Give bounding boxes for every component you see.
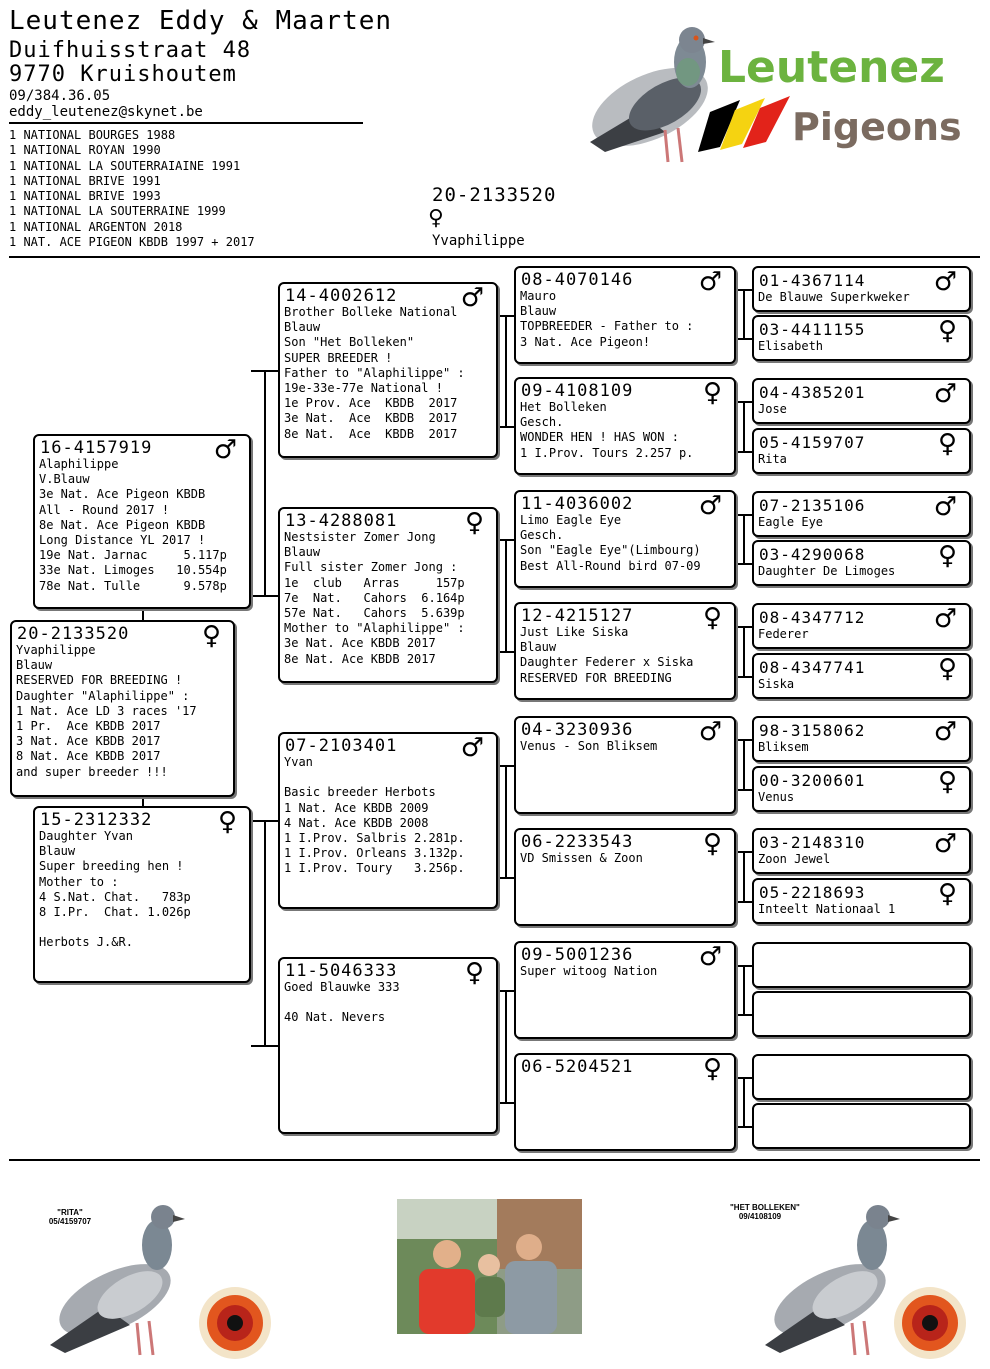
pigeon-details (758, 515, 823, 530)
detail-line: WONDER HEN ! HAS WON : (520, 430, 679, 445)
detail-line: Blauw (284, 320, 321, 335)
detail-line: 3 Nat. Ace Pigeon! (520, 334, 651, 349)
detail-line (39, 920, 191, 935)
pedigree-box (752, 942, 971, 988)
pigeon-details (758, 564, 895, 579)
pedigree-box (752, 716, 971, 762)
detail-line: Bliksem (758, 740, 809, 754)
detail-line: 1e Prov. Ace KBDB 2017 (284, 396, 458, 411)
detail-line: and super breeder !!! (16, 764, 168, 779)
pigeon-details (39, 457, 227, 594)
logo-text-pigeons: Pigeons (792, 105, 962, 149)
female-symbol-icon: ♀ (937, 767, 957, 797)
detail-line: Son "Eagle Eye"(Limbourg) (520, 543, 701, 558)
detail-line: Brother Bolleke National (284, 305, 458, 319)
connector-line (264, 820, 266, 1047)
detail-line: Siska (758, 677, 795, 691)
family-photo-icon (397, 1199, 582, 1334)
pigeon-details (284, 305, 465, 442)
detail-line: 19e-33e-77e National ! (284, 380, 443, 395)
detail-line: Just Like Siska (520, 625, 629, 639)
ring-number: 20-2133520 (17, 624, 130, 644)
ring-number: 16-4157919 (40, 438, 153, 458)
ring-number: 07-2135106 (759, 496, 866, 515)
detail-line: Goed Blauwke 333 (284, 980, 400, 994)
detail-line: 4 S.Nat. Chat. 783p (39, 889, 191, 904)
pedigree-box (752, 766, 971, 812)
detail-line: SUPER BREEDER ! (284, 350, 393, 365)
breeder-phone: 09/384.36.05 (9, 88, 111, 104)
female-symbol-icon: ♀ (702, 829, 722, 859)
achievement-item: 1 NATIONAL LA SOUTERRAIAINE 1991 (9, 158, 241, 173)
female-symbol-icon: ♀ (937, 879, 957, 909)
detail-line: 1 Nat. Ace LD 3 races '17 (16, 703, 197, 718)
ring-number: 07-2103401 (285, 736, 398, 756)
detail-line: Blauw (284, 545, 321, 560)
pigeon-details (758, 339, 823, 354)
detail-line: 1 I.Prov. Toury 3.256p. (284, 861, 465, 876)
pigeon-details (758, 852, 830, 867)
detail-line (284, 770, 465, 785)
ring-number: 11-5046333 (285, 961, 398, 981)
female-symbol-icon: ♀ (937, 316, 957, 346)
detail-line: Daughter Yvan (39, 829, 133, 843)
detail-line: Blauw (39, 844, 76, 859)
detail-line: 8 I.Pr. Chat. 1.026p (39, 904, 191, 919)
detail-line: Mother to : (39, 874, 119, 889)
pigeon-details (758, 402, 787, 417)
detail-line: Het Bolleken (520, 400, 607, 414)
bottom-divider (9, 1159, 980, 1161)
male-symbol-icon: ♂ (933, 492, 957, 522)
pedigree-box (10, 620, 235, 797)
connector-line (505, 990, 507, 1104)
rita-photo (45, 1195, 275, 1365)
ring-number: 05-4159707 (759, 433, 866, 452)
detail-line: 40 Nat. Nevers (284, 1010, 386, 1025)
ring-number: 00-3200601 (759, 771, 866, 790)
pigeon-logo-icon (570, 12, 970, 182)
detail-line: 1 I.Prov. Orleans 3.132p. (284, 846, 465, 861)
het-bolleken-photo (750, 1195, 980, 1365)
ring-number: 04-4385201 (759, 383, 866, 402)
male-symbol-icon: ♂ (213, 435, 237, 465)
pigeon-details (16, 643, 197, 780)
ring-number: 98-3158062 (759, 721, 866, 740)
pigeon-details (758, 627, 809, 642)
connector-line (264, 370, 266, 597)
pedigree-box (752, 378, 971, 424)
achievement-item: 1 NATIONAL ARGENTON 2018 (9, 219, 183, 234)
ring-number: 08-4347712 (759, 608, 866, 627)
detail-line (284, 995, 400, 1010)
detail-line: 1 Nat. Ace KBDB 2009 (284, 800, 429, 815)
connector-line (505, 539, 507, 653)
ring-number: 08-4070146 (521, 270, 634, 290)
ring-number: 03-2148310 (759, 833, 866, 852)
detail-line: 7e Nat. Cahors 6.164p (284, 590, 465, 605)
pigeon-eye-photo-icon (750, 1195, 980, 1365)
pedigree-box (752, 540, 971, 586)
caption-line: 09/4108109 (738, 1212, 782, 1221)
female-symbol-icon: ♀ (201, 621, 221, 651)
caption-line: "HET BOLLEKEN" (730, 1203, 800, 1212)
pigeon-details (284, 980, 400, 1026)
detail-line: 1e club Arras 157p (284, 575, 465, 590)
ring-number: 05-2218693 (759, 883, 866, 902)
connector-line (743, 289, 745, 340)
male-symbol-icon: ♂ (933, 379, 957, 409)
pigeon-details (520, 625, 693, 686)
pedigree-box (752, 1103, 971, 1149)
detail-line: Federer (758, 627, 809, 641)
detail-line: Yvaphilippe (16, 643, 96, 657)
pedigree-box (278, 507, 498, 683)
pedigree-box (752, 315, 971, 361)
male-symbol-icon: ♂ (933, 829, 957, 859)
achievement-item: 1 NATIONAL LA SOUTERRAINE 1999 (9, 204, 226, 219)
detail-line: 4 Nat. Ace KBDB 2008 (284, 815, 429, 830)
pigeon-details (520, 739, 657, 754)
top-divider (9, 256, 980, 258)
pedigree-box (514, 1053, 736, 1151)
pigeon-eye-photo-icon (45, 1195, 275, 1365)
detail-line: Super breeding hen ! (39, 859, 184, 874)
ring-number: 06-2233543 (521, 832, 634, 852)
male-symbol-icon: ♂ (460, 283, 484, 313)
detail-line: Eagle Eye (758, 515, 824, 529)
connector-line (743, 1077, 745, 1128)
detail-line: 1 I.Prov. Tours 2.257 p. (520, 445, 694, 460)
detail-line: TOPBREEDER - Father to : (520, 319, 694, 334)
pigeon-details (758, 902, 895, 917)
detail-line: 8e Nat. Ace KBDB 2017 (284, 426, 458, 441)
pedigree-box (514, 828, 736, 926)
female-symbol-icon: ♀ (464, 508, 484, 538)
caption-line: "RITA" (57, 1208, 83, 1217)
subject-name: Yvaphilippe (432, 233, 525, 249)
pigeon-details (758, 290, 910, 305)
header-underline (9, 122, 363, 124)
pigeon-details (520, 400, 693, 461)
detail-line: Elisabeth (758, 339, 824, 353)
logo-text-leutenez: Leutenez (718, 42, 945, 93)
female-symbol-icon: ♀ (217, 807, 237, 837)
subject-ring: 20-2133520 (432, 184, 557, 206)
connector-line (743, 851, 745, 903)
pedigree-box (514, 266, 736, 364)
pedigree-box (33, 434, 251, 609)
connector-line (743, 401, 745, 453)
connector-line (743, 965, 745, 1016)
detail-line: Super witoog Nation (520, 964, 658, 978)
female-symbol-icon: ♀ (937, 654, 957, 684)
detail-line: Inteelt Nationaal 1 (758, 902, 896, 916)
achievement-item: 1 NAT. ACE PIGEON KBDB 1997 + 2017 (9, 235, 255, 250)
detail-line: De Blauwe Superkweker (758, 290, 910, 304)
pigeon-details (520, 851, 643, 866)
detail-line: VD Smissen & Zoon (520, 851, 643, 865)
detail-line: 78e Nat. Tulle 9.578p (39, 578, 227, 593)
pedigree-box (752, 266, 971, 312)
detail-line: Blauw (16, 658, 53, 673)
detail-line: Mother to "Alaphilippe" : (284, 621, 465, 636)
detail-line: Basic breeder Herbots (284, 785, 436, 800)
ring-number: 03-4290068 (759, 545, 866, 564)
pedigree-box (33, 806, 251, 983)
pedigree-box (752, 1054, 971, 1100)
detail-line: Rita (758, 452, 787, 466)
detail-line: 8e Nat. Ace KBDB 2017 (284, 651, 436, 666)
detail-line: Daughter Federer x Siska (520, 655, 694, 670)
breeder-email: eddy_leutenez@skynet.be (9, 104, 203, 120)
pigeon-details (758, 790, 794, 805)
ring-number: 12-4215127 (521, 606, 634, 626)
detail-line: Herbots J.&R. (39, 935, 133, 950)
female-symbol-icon: ♀ (702, 1054, 722, 1084)
pedigree-box (752, 428, 971, 474)
detail-line: Daughter De Limoges (758, 564, 896, 578)
detail-line: Blauw (520, 304, 557, 319)
breeders-family-photo (397, 1199, 582, 1334)
pedigree-box (752, 653, 971, 699)
detail-line: 8 Nat. Ace KBDB 2017 (16, 749, 161, 764)
pedigree-box (514, 941, 736, 1039)
ring-number: 01-4367114 (759, 271, 866, 290)
pedigree-box (514, 716, 736, 814)
pedigree-box (514, 377, 736, 475)
ring-number: 09-4108109 (521, 381, 634, 401)
pedigree-box (752, 491, 971, 537)
detail-line: Yvan (284, 755, 313, 769)
female-symbol-icon: ♀ (937, 429, 957, 459)
pigeon-details (758, 452, 787, 467)
pigeon-details (758, 677, 794, 692)
detail-line: 3 Nat. Ace KBDB 2017 (16, 734, 161, 749)
ring-number: 08-4347741 (759, 658, 866, 677)
detail-line: Daughter "Alaphilippe" : (16, 688, 190, 703)
detail-line: RESERVED FOR BREEDING (520, 670, 672, 685)
detail-line: 57e Nat. Cahors 5.639p (284, 605, 465, 620)
detail-line: 8e Nat. Ace Pigeon KBDB (39, 517, 206, 532)
caption-line: 05/4159707 (48, 1217, 92, 1226)
pigeon-details (284, 755, 465, 877)
detail-line: Long Distance YL 2017 ! (39, 532, 206, 547)
detail-line: 33e Nat. Limoges 10.554p (39, 563, 227, 578)
detail-line: Gesch. (520, 415, 564, 430)
detail-line: 3e Nat. Ace KBDB 2017 (284, 636, 436, 651)
detail-line: Gesch. (520, 528, 564, 543)
achievement-item: 1 NATIONAL ROYAN 1990 (9, 143, 161, 158)
pedigree-box (752, 991, 971, 1037)
pedigree-box (752, 878, 971, 924)
achievement-item: 1 NATIONAL BOURGES 1988 (9, 128, 176, 142)
detail-line: Blauw (520, 640, 557, 655)
female-symbol-icon: ♀ (937, 541, 957, 571)
male-symbol-icon: ♂ (460, 733, 484, 763)
ring-number: 14-4002612 (285, 286, 398, 306)
male-symbol-icon: ♂ (933, 267, 957, 297)
detail-line: 1 I.Prov. Salbris 2.281p. (284, 830, 465, 845)
detail-line: 3e Nat. Ace Pigeon KBDB (39, 487, 206, 502)
detail-line: 1 Pr. Ace KBDB 2017 (16, 718, 161, 733)
connector-line (743, 626, 745, 678)
female-symbol-icon: ♀ (428, 203, 444, 233)
ring-number: 13-4288081 (285, 511, 398, 531)
detail-line: Zoon Jewel (758, 852, 831, 866)
ring-number: 04-3230936 (521, 720, 634, 740)
ring-number: 11-4036002 (521, 494, 634, 514)
pedigree-box (752, 603, 971, 649)
detail-line: Alaphilippe (39, 457, 119, 471)
detail-line: RESERVED FOR BREEDING ! (16, 673, 183, 688)
detail-line: Best All-Round bird 07-09 (520, 558, 701, 573)
ring-number: 09-5001236 (521, 945, 634, 965)
achievement-item: 1 NATIONAL BRIVE 1991 (9, 173, 161, 188)
detail-line: 3e Nat. Ace KBDB 2017 (284, 411, 458, 426)
pigeon-details (758, 740, 809, 755)
ring-number: 15-2312332 (40, 810, 153, 830)
connector-line (142, 797, 144, 806)
achievements-list (9, 128, 255, 250)
male-symbol-icon: ♂ (698, 942, 722, 972)
detail-line: Son "Het Bolleken" (284, 335, 415, 350)
pedigree-box (278, 957, 498, 1134)
pedigree-box (278, 732, 498, 909)
female-symbol-icon: ♀ (464, 958, 484, 988)
pedigree-box (514, 490, 736, 588)
detail-line: Full sister Zomer Jong : (284, 560, 458, 575)
female-symbol-icon: ♀ (702, 378, 722, 408)
detail-line: Nestsister Zomer Jong (284, 530, 436, 544)
male-symbol-icon: ♂ (933, 717, 957, 747)
pigeon-details (520, 289, 693, 350)
male-symbol-icon: ♂ (933, 604, 957, 634)
detail-line: Father to "Alaphilippe" : (284, 365, 465, 380)
pigeon-details (520, 964, 657, 979)
male-symbol-icon: ♂ (698, 491, 722, 521)
ring-number: 06-5204521 (521, 1057, 634, 1077)
detail-line: Limo Eagle Eye (520, 513, 622, 527)
achievement-item: 1 NATIONAL BRIVE 1993 (9, 189, 161, 204)
detail-line: 19e Nat. Jarnac 5.117p (39, 548, 227, 563)
pedigree-box (278, 282, 498, 458)
detail-line: Venus (758, 790, 795, 804)
pigeon-details (39, 829, 191, 951)
breeder-city: 9770 Kruishoutem (9, 62, 237, 87)
connector-line (505, 315, 507, 428)
logo (570, 12, 970, 182)
male-symbol-icon: ♂ (698, 717, 722, 747)
connector-line (505, 765, 507, 879)
pigeon-details (520, 513, 701, 574)
connector-line (743, 739, 745, 791)
pedigree-box (752, 828, 971, 874)
detail-line: All - Round 2017 ! (39, 502, 170, 517)
detail-line: V.Blauw (39, 472, 90, 487)
detail-line: Jose (758, 402, 787, 416)
pedigree-box (514, 602, 736, 700)
breeder-street: Duifhuisstraat 48 (9, 38, 252, 63)
detail-line: Mauro (520, 289, 557, 303)
detail-line: Venus - Son Bliksem (520, 739, 658, 753)
ring-number: 03-4411155 (759, 320, 866, 339)
breeder-name: Leutenez Eddy & Maarten (9, 6, 393, 36)
female-symbol-icon: ♀ (702, 603, 722, 633)
male-symbol-icon: ♂ (698, 267, 722, 297)
connector-line (142, 609, 144, 620)
pigeon-details (284, 530, 465, 667)
connector-line (743, 514, 745, 565)
